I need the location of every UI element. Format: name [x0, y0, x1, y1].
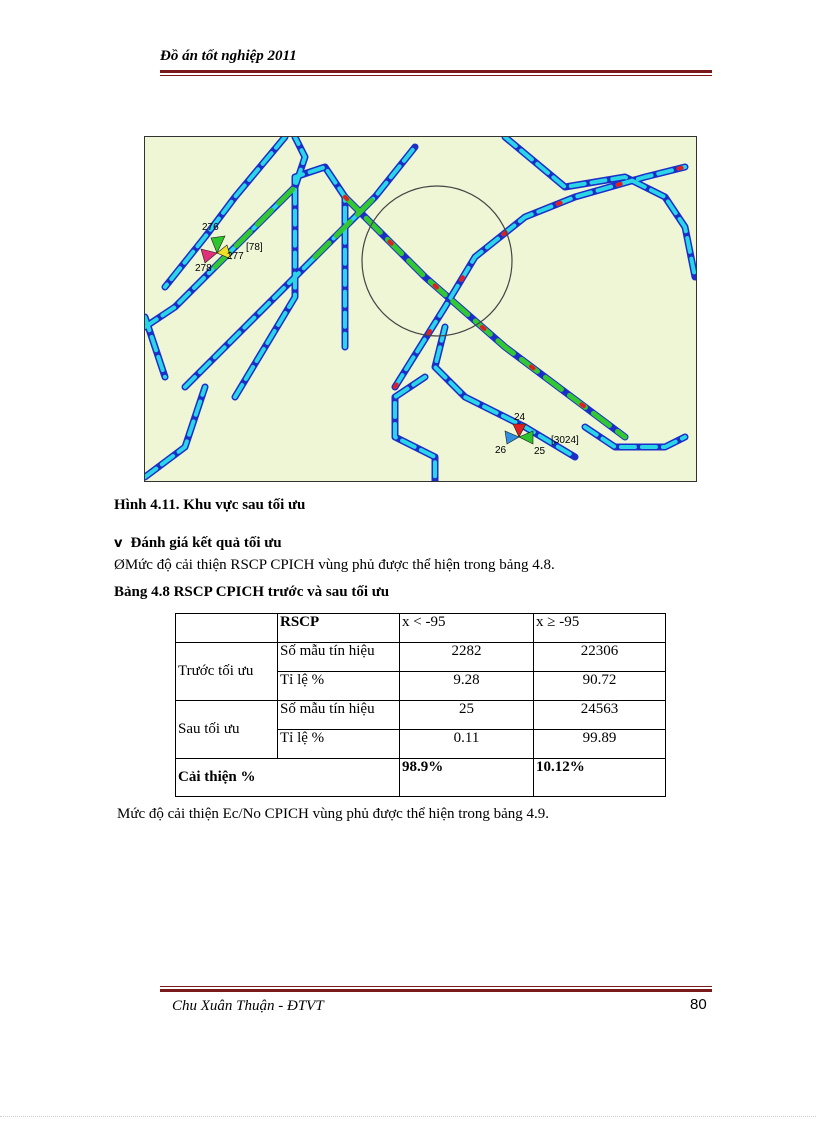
- value-cell: 9.28: [400, 672, 534, 701]
- group-label-cell: Sau tối ưu: [176, 701, 278, 759]
- site-278-label: 278: [195, 263, 212, 274]
- bullet-marker: v: [114, 536, 123, 551]
- document-header-title: Đồ án tốt nghiệp 2011: [160, 48, 297, 64]
- value-cell: 90.72: [534, 672, 666, 701]
- improvement-row: [176, 759, 666, 797]
- ecno-paragraph: Mức độ cải thiện Ec/No CPICH vùng phủ được thể hiện trong bảng 4.9.: [117, 806, 550, 822]
- header-rule-thin: [160, 75, 712, 76]
- header-col1-cell: x < -95: [400, 614, 534, 643]
- metric-cell: Tỉ lệ %: [278, 672, 400, 701]
- value-cell: 25: [400, 701, 534, 730]
- site-25-label: 25: [534, 446, 546, 457]
- value-cell: 0.11: [400, 730, 534, 759]
- header-rule-thick: [160, 70, 712, 73]
- metric-cell: Số mẫu tín hiệu: [278, 701, 400, 730]
- group-label-cell: Trước tối ưu: [176, 643, 278, 701]
- route-east-loop: [505, 137, 695, 277]
- page-bottom-dotted-line: [0, 1116, 816, 1117]
- value-cell: 22306: [534, 643, 666, 672]
- site-24-ref-label: [3024]: [551, 435, 579, 446]
- footer-rule-thick: [160, 989, 712, 992]
- table-row: [176, 701, 666, 730]
- value-cell: 2282: [400, 643, 534, 672]
- improvement-label-cell: Cải thiện %: [176, 759, 400, 797]
- footer-author: Chu Xuân Thuận - ĐTVT: [172, 998, 324, 1014]
- value-cell: 24563: [534, 701, 666, 730]
- route-sw: [145, 387, 205, 477]
- table-title: Bảng 4.8 RSCP CPICH trước và sau tối ưu: [114, 584, 390, 600]
- header-metric-cell: RSCP: [278, 614, 400, 643]
- site-276-label: 276: [202, 222, 219, 233]
- header-empty-cell: [176, 614, 278, 643]
- header-col2-cell: x ≥ -95: [534, 614, 666, 643]
- metric-cell: Tỉ lệ %: [278, 730, 400, 759]
- improvement-col1-cell: 98.9%: [400, 759, 534, 797]
- site-277-ref-label: [78]: [246, 242, 263, 253]
- site-26-label: 26: [495, 445, 507, 456]
- evaluation-heading-text: Đánh giá kết quả tối ưu: [130, 535, 282, 551]
- footer-rule-thin: [160, 986, 712, 987]
- page-number: 80: [690, 996, 707, 1013]
- metric-cell: Số mẫu tín hiệu: [278, 643, 400, 672]
- rscp-paragraph: ØMức độ cải thiện RSCP CPICH vùng phủ được thể hiện trong bảng 4.8.: [114, 557, 555, 573]
- evaluation-heading: [114, 535, 282, 552]
- sector-278-marker: [201, 249, 217, 263]
- route-nw-diagonal: [145, 137, 305, 327]
- table-row: [176, 643, 666, 672]
- site-277-label: 277: [227, 251, 244, 262]
- table-header-row: [176, 614, 666, 643]
- drive-routes: [145, 137, 695, 481]
- rscp-table: [175, 613, 666, 797]
- figure-caption: Hình 4.11. Khu vực sau tối ưu: [114, 497, 306, 513]
- value-cell: 99.89: [534, 730, 666, 759]
- site-24-label: 24: [514, 412, 526, 423]
- improvement-col2-cell: 10.12%: [534, 759, 666, 797]
- drive-test-map-svg: [145, 137, 696, 481]
- drive-test-map: [144, 136, 697, 482]
